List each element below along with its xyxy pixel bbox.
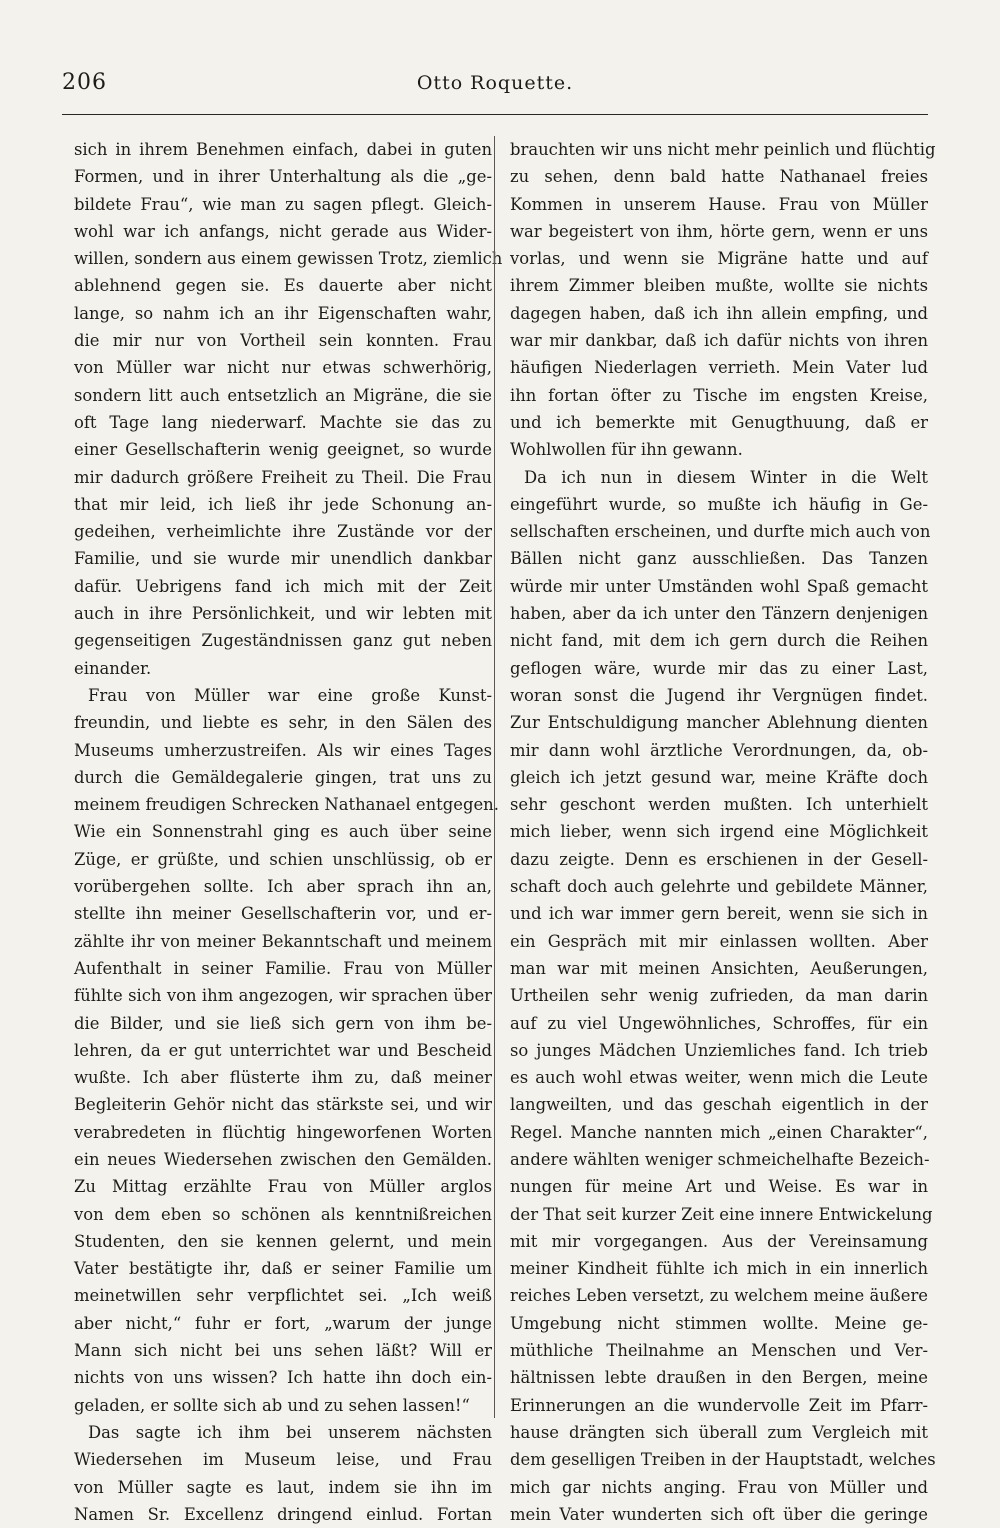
text-line: oft Tage lang niederwarf. Machte sie das zu xyxy=(74,412,492,432)
text-line: und ich bemerkte mit Genugthuung, daß er xyxy=(510,412,928,432)
text-line: dem geselligen Treiben in der Hauptstadt, welches xyxy=(510,1450,936,1470)
text-line: geflogen wäre, wurde mir das zu einer Last, xyxy=(510,658,928,678)
text-line: meinetwillen sehr verpflichtet sei. „Ich weiß xyxy=(74,1286,492,1306)
text-line: ihrem Zimmer bleiben mußte, wollte sie nichts xyxy=(510,276,928,296)
text-line: gegenseitigen Zugeständnissen ganz gut neben xyxy=(74,631,492,651)
text-line: nicht fand, mit dem ich gern durch die Reihen xyxy=(510,631,928,651)
text-line: Wiedersehen im Museum leise, und Frau xyxy=(74,1450,492,1470)
text-line: Formen, und in ihrer Unterhaltung als die „ge- xyxy=(74,167,492,187)
text-line: mit mir vorgegangen. Aus der Vereinsamung xyxy=(510,1231,928,1251)
text-line: langweilten, und das geschah eigentlich in der xyxy=(510,1095,928,1115)
text-line: gleich ich jetzt gesund war, meine Kräfte doch xyxy=(510,767,928,787)
text-line: zu sehen, denn bald hatte Nathanael freies xyxy=(510,167,928,187)
text-line: gedeihen, verheimlichte ihre Zustände vor der xyxy=(74,522,492,542)
text-line: hältnissen lebte draußen in den Bergen, meine xyxy=(510,1368,928,1388)
text-line: Familie, und sie wurde mir unendlich dankbar xyxy=(74,549,492,569)
text-line: mir dann wohl ärztliche Verordnungen, da, ob- xyxy=(510,740,928,760)
text-line: freundin, und liebte es sehr, in den Sälen des xyxy=(74,713,492,733)
text-line: Das sagte ich ihm bei unserem nächsten xyxy=(88,1422,492,1442)
text-line: Studenten, den sie kennen gelernt, und mein xyxy=(74,1231,492,1251)
text-line: nungen für meine Art und Weise. Es war in xyxy=(510,1177,928,1197)
text-line: eingeführt wurde, so mußte ich häufig in Ge- xyxy=(510,494,928,514)
text-line: woran sonst die Jugend ihr Vergnügen findet. xyxy=(510,685,928,705)
text-line: mich lieber, wenn sich irgend eine Möglichkeit xyxy=(510,822,928,842)
text-line: mich gar nichts anging. Frau von Müller und xyxy=(510,1477,928,1497)
text-line: nichts von uns wissen? Ich hatte ihn doch ein- xyxy=(74,1368,492,1388)
text-line: Museums umherzustreifen. Als wir eines Tages xyxy=(74,740,492,760)
text-line: haben, aber da ich unter den Tänzern denjenigen xyxy=(510,604,928,624)
right-column xyxy=(510,136,936,1528)
text-line: Bällen nicht ganz ausschließen. Das Tanzen xyxy=(510,549,928,569)
text-line: brauchten wir uns nicht mehr peinlich und flüchtig xyxy=(510,140,936,159)
text-line: Wie ein Sonnenstrahl ging es auch über seine xyxy=(74,822,492,842)
text-line: zählte ihr von meiner Bekanntschaft und meinem xyxy=(74,931,492,951)
text-line: war begeistert von ihm, hörte gern, wenn er uns xyxy=(510,221,928,241)
column-divider xyxy=(494,136,495,1418)
text-line: aber nicht,“ fuhr er fort, „warum der junge xyxy=(74,1313,492,1333)
text-line: fühlte sich von ihm angezogen, wir sprachen über xyxy=(74,986,492,1006)
page-header xyxy=(62,70,928,104)
text-line: mein Vater wunderten sich oft über die geringe xyxy=(510,1504,928,1524)
text-line: Züge, er grüßte, und schien unschlüssig, ob er xyxy=(74,849,492,869)
text-line: häufigen Niederlagen verrieth. Mein Vater lud xyxy=(510,358,928,378)
text-line: meiner Kindheit fühlte ich mich in ein innerlich xyxy=(510,1259,928,1279)
text-line: müthliche Theilnahme an Menschen und Ver- xyxy=(510,1341,928,1361)
text-line: Zu Mittag erzählte Frau von Müller arglos xyxy=(74,1177,492,1197)
text-line: Begleiterin Gehör nicht das stärkste sei, und wir xyxy=(74,1095,492,1115)
text-line: Frau von Müller war eine große Kunst- xyxy=(88,685,492,705)
text-line: einer Gesellschafterin wenig geeignet, so wurde xyxy=(74,440,492,460)
text-line: ein neues Wiedersehen zwischen den Gemälden. xyxy=(74,1149,492,1169)
text-line: meinem freudigen Schrecken Nathanael entgegen. xyxy=(74,795,499,815)
text-line: einander. xyxy=(74,658,152,678)
text-line: hause drängten sich überall zum Vergleich mit xyxy=(510,1422,928,1442)
text-line: Zur Entschuldigung mancher Ablehnung dienten xyxy=(510,713,928,733)
text-line: Urtheilen sehr wenig zufrieden, da man darin xyxy=(510,986,928,1006)
left-column xyxy=(74,136,503,1528)
text-line: lange, so nahm ich an ihr Eigenschaften wahr, xyxy=(74,303,492,323)
running-title: Otto Roquette. xyxy=(416,72,574,94)
text-line: sich in ihrem Benehmen einfach, dabei in guten xyxy=(74,140,492,159)
text-line: ablehnend gegen sie. Es dauerte aber nicht xyxy=(74,276,492,296)
text-line: andere wählten weniger schmeichelhafte Bezeich- xyxy=(510,1149,930,1169)
text-line: Regel. Manche nannten mich „einen Charakter“, xyxy=(510,1122,928,1142)
text-line: auf zu viel Ungewöhnliches, Schroffes, für ein xyxy=(510,1013,928,1033)
text-line: so junges Mädchen Unziemliches fand. Ich trieb xyxy=(510,1040,928,1060)
text-line: ihn fortan öfter zu Tische im engsten Kreise, xyxy=(510,385,928,405)
text-line: Namen Sr. Excellenz dringend einlud. Fortan xyxy=(74,1504,492,1524)
text-line: Umgebung nicht stimmen wollte. Meine ge- xyxy=(510,1313,928,1333)
text-line: mir dadurch größere Freiheit zu Theil. Die Frau xyxy=(74,467,492,487)
text-line: vorlas, und wenn sie Migräne hatte und auf xyxy=(510,249,928,269)
text-line: reiches Leben versetzt, zu welchem meine äußere xyxy=(510,1286,928,1306)
text-line: ein Gespräch mit mir einlassen wollten. Aber xyxy=(510,931,928,951)
page-number: 206 xyxy=(62,70,107,95)
text-line: that mir leid, ich ließ ihr jede Schonung an- xyxy=(74,494,492,514)
text-line: schaft doch auch gelehrte und gebildete Männer, xyxy=(510,877,928,897)
text-line: verabredeten in flüchtig hingeworfenen Worten xyxy=(74,1122,492,1142)
text-line: von dem eben so schönen als kenntnißreichen xyxy=(74,1204,492,1224)
text-line: die Bilder, und sie ließ sich gern von ihm be- xyxy=(74,1013,492,1033)
text-line: wohl war ich anfangs, nicht gerade aus Wider- xyxy=(74,221,492,241)
text-line: dagegen haben, daß ich ihn allein empfing, und xyxy=(510,303,928,323)
header-rule xyxy=(62,114,928,115)
text-line: war mir dankbar, daß ich dafür nichts von ihren xyxy=(510,331,928,351)
text-line: man war mit meinen Ansichten, Aeußerungen, xyxy=(510,958,928,978)
text-line: willen, sondern aus einem gewissen Trotz, ziemlich xyxy=(74,249,503,269)
text-line: und ich war immer gern bereit, wenn sie sich in xyxy=(510,904,928,924)
text-line: von Müller war nicht nur etwas schwerhörig, xyxy=(74,358,492,378)
text-line: sondern litt auch entsetzlich an Migräne, die sie xyxy=(74,385,492,405)
text-line: der That seit kurzer Zeit eine innere Entwickelung xyxy=(510,1204,933,1224)
text-line: Aufenthalt in seiner Familie. Frau von Müller xyxy=(74,958,492,978)
text-line: lehren, da er gut unterrichtet war und Bescheid xyxy=(74,1040,492,1060)
text-line: auch in ihre Persönlichkeit, und wir lebten mit xyxy=(74,604,492,624)
text-line: durch die Gemäldegalerie gingen, trat uns zu xyxy=(74,767,492,787)
text-line: Erinnerungen an die wundervolle Zeit im Pfarr- xyxy=(510,1395,928,1415)
text-line: wußte. Ich aber flüsterte ihm zu, daß meiner xyxy=(74,1068,492,1088)
text-line: bildete Frau“, wie man zu sagen pflegt. Gleich- xyxy=(74,194,492,214)
text-line: geladen, er sollte sich ab und zu sehen lassen!“ xyxy=(74,1395,470,1415)
text-line: Wohlwollen für ihn gewann. xyxy=(510,440,743,460)
text-line: von Müller sagte es laut, indem sie ihn im xyxy=(74,1477,492,1497)
text-line: würde mir unter Umständen wohl Spaß gemacht xyxy=(510,576,928,596)
text-line: Vater bestätigte ihr, daß er seiner Familie um xyxy=(74,1259,492,1279)
text-line: die mir nur von Vortheil sein konnten. Frau xyxy=(74,331,492,351)
text-line: es auch wohl etwas weiter, wenn mich die Leute xyxy=(510,1068,928,1088)
text-line: dafür. Uebrigens fand ich mich mit der Zeit xyxy=(74,576,492,596)
text-line: Kommen in unserem Hause. Frau von Müller xyxy=(510,194,928,214)
text-line: Da ich nun in diesem Winter in die Welt xyxy=(524,467,928,487)
text-line: stellte ihn meiner Gesellschafterin vor, und er- xyxy=(74,904,492,924)
text-line: vorübergehen sollte. Ich aber sprach ihn an, xyxy=(74,877,492,897)
text-line: Mann sich nicht bei uns sehen läßt? Will er xyxy=(74,1341,492,1361)
text-line: dazu zeigte. Denn es erschienen in der Gesell- xyxy=(510,849,928,869)
text-line: sellschaften erscheinen, und durfte mich auch von xyxy=(510,522,931,542)
text-line: sehr geschont werden mußten. Ich unterhielt xyxy=(510,795,928,815)
